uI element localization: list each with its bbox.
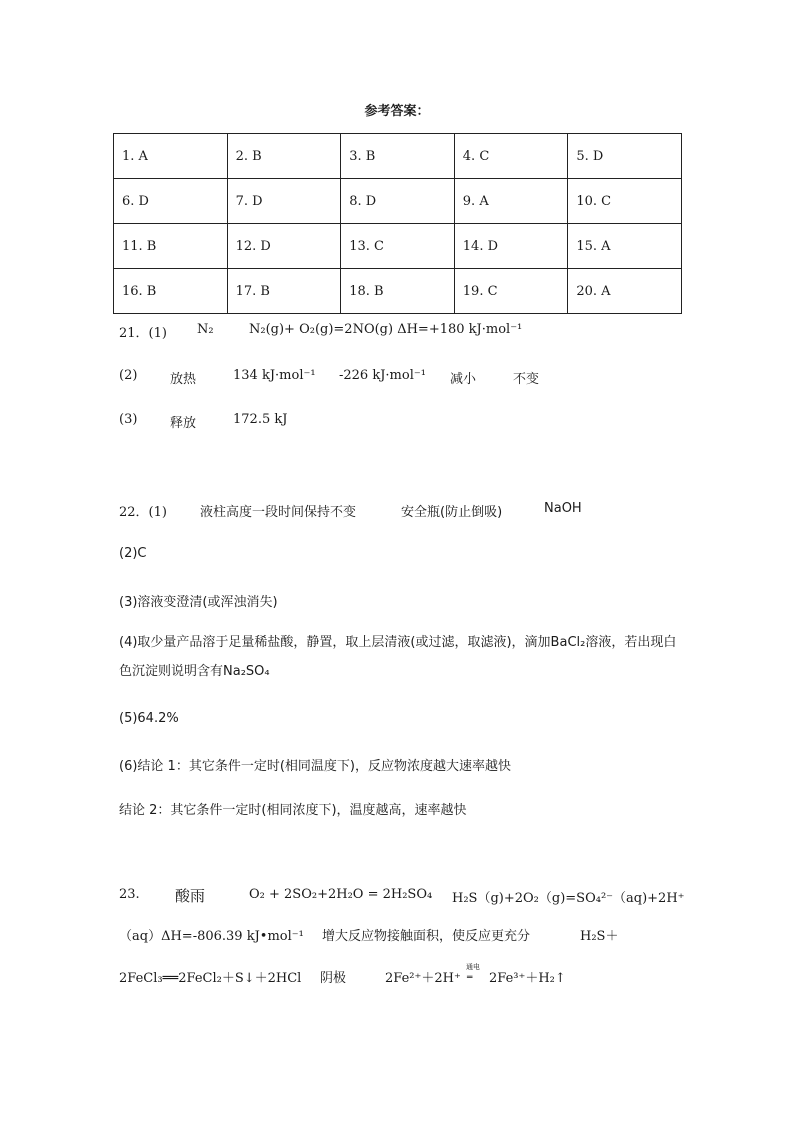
table-cell: 20. A bbox=[568, 269, 682, 314]
q22-number: 22．(1) bbox=[119, 505, 167, 520]
page-title: 参考答案： bbox=[364, 104, 430, 119]
table-cell: 16. B bbox=[114, 269, 228, 314]
q21-answer-a2: N₂(g)+ O₂(g)=2NO(g) ΔH=+180 kJ·mol⁻¹ bbox=[249, 322, 523, 337]
q23-answer-c3a: 2Fe²⁺＋2H⁺ bbox=[385, 971, 461, 986]
equals-sign: ═ bbox=[467, 973, 473, 983]
table-cell: 6. D bbox=[114, 179, 228, 224]
table-cell: 15. A bbox=[568, 224, 682, 269]
table-cell: 8. D bbox=[341, 179, 455, 224]
q21-answer-c1: 释放 bbox=[170, 416, 197, 431]
q21-number: 21．(1) bbox=[119, 326, 167, 341]
q23-answer-a1: 酸雨 bbox=[175, 887, 206, 905]
table-cell: 5. D bbox=[568, 134, 682, 179]
q23-answer-a3: H₂S（g)+2O₂（g)=SO₄²⁻（aq)+2H⁺ bbox=[452, 891, 685, 906]
q23-answer-c1: 2FeCl₃══2FeCl₂＋S↓＋2HCl bbox=[119, 971, 302, 986]
q21-answer-b3: -226 kJ·mol⁻¹ bbox=[339, 368, 426, 383]
q22-part-7: 结论 2：其它条件一定时(相同浓度下)，温度越高，速率越快 bbox=[119, 803, 467, 818]
q22-part-6: (6)结论 1：其它条件一定时(相同温度下)，反应物浓度越大速率越快 bbox=[119, 759, 511, 774]
condition-label: 通电 bbox=[466, 962, 480, 971]
q22-answer-a1: 液柱高度一段时间保持不变 bbox=[200, 505, 357, 520]
q21-answer-b2: 134 kJ·mol⁻¹ bbox=[233, 368, 316, 383]
q22-answer-a3: NaOH bbox=[544, 501, 582, 516]
table-cell: 10. C bbox=[568, 179, 682, 224]
q22-part-3: (3)溶液变澄清(或浑浊消失) bbox=[119, 595, 278, 610]
q21-answer-a1: N₂ bbox=[197, 322, 214, 337]
q22-part-5: (5)64.2% bbox=[119, 711, 179, 726]
q23-answer-a2: O₂ + 2SO₂+2H₂O = 2H₂SO₄ bbox=[249, 887, 433, 902]
table-cell: 19. C bbox=[454, 269, 568, 314]
table-cell: 1. A bbox=[114, 134, 228, 179]
table-cell: 13. C bbox=[341, 224, 455, 269]
table-cell: 7. D bbox=[227, 179, 341, 224]
table-cell: 18. B bbox=[341, 269, 455, 314]
table-row bbox=[114, 179, 682, 224]
q21-answer-b5: 不变 bbox=[513, 372, 540, 387]
answer-table bbox=[113, 133, 682, 314]
q23-answer-c3b: 2Fe³⁺＋H₂↑ bbox=[489, 971, 566, 986]
electrolysis-condition bbox=[466, 962, 480, 983]
q22-answer-a2: 安全瓶(防止倒吸) bbox=[401, 505, 503, 520]
table-cell: 4. C bbox=[454, 134, 568, 179]
table-cell: 3. B bbox=[341, 134, 455, 179]
q21-answer-b4: 减小 bbox=[450, 372, 477, 387]
table-row bbox=[114, 269, 682, 314]
table-cell: 9. A bbox=[454, 179, 568, 224]
table-cell: 17. B bbox=[227, 269, 341, 314]
q21-part-3: (3) bbox=[119, 412, 138, 427]
q23-answer-b1: （aq）ΔH=-806.39 kJ•mol⁻¹ bbox=[119, 929, 304, 944]
table-row bbox=[114, 134, 682, 179]
q21-answer-b1: 放热 bbox=[170, 372, 197, 387]
q22-part-2: (2)C bbox=[119, 546, 147, 561]
q23-answer-c2: 阴极 bbox=[320, 971, 347, 986]
q23-answer-b2: 增大反应物接触面积，使反应更充分 bbox=[322, 929, 531, 944]
q23-number: 23. bbox=[119, 887, 140, 902]
q22-part-4: (4)取少量产品溶于足量稀盐酸，静置，取上层清液(或过滤，取滤液)，滴加BaCl₂溶液，若出现白色沉淀则说明含有Na₂SO₄ bbox=[119, 635, 677, 679]
table-row bbox=[114, 224, 682, 269]
table-cell: 12. D bbox=[227, 224, 341, 269]
table-cell: 11. B bbox=[114, 224, 228, 269]
q23-answer-b3: H₂S＋ bbox=[580, 929, 619, 944]
table-cell: 2. B bbox=[227, 134, 341, 179]
q21-part-2: (2) bbox=[119, 368, 138, 383]
table-cell: 14. D bbox=[454, 224, 568, 269]
q21-answer-c2: 172.5 kJ bbox=[233, 412, 288, 427]
